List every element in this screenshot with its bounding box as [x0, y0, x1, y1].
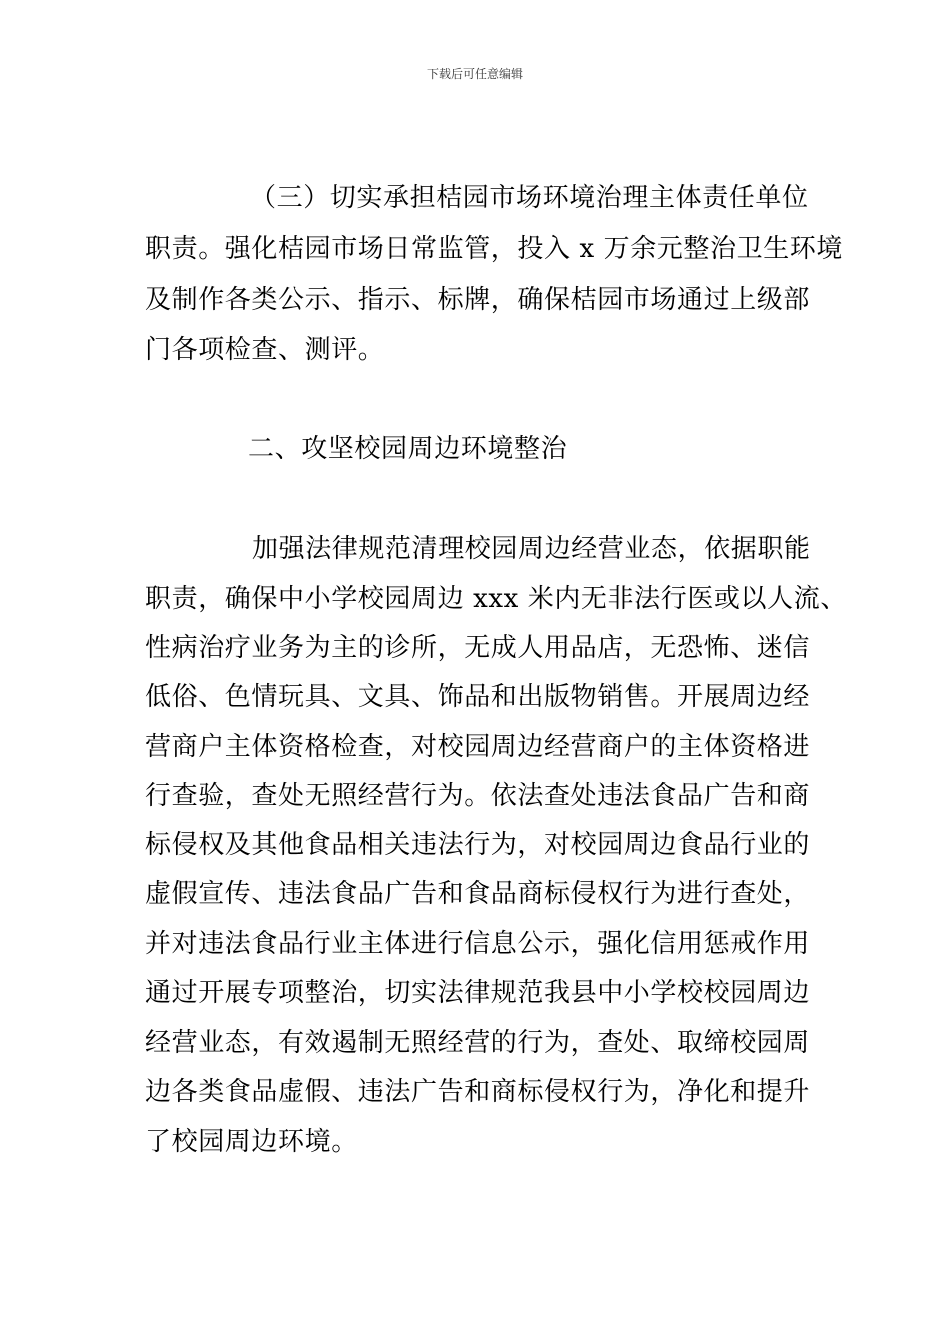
paragraph-line: 并对违法食品行业主体进行信息公示，强化信用惩戒作用: [145, 929, 811, 959]
paragraph-line: 营商户主体资格检查，对校园周边经营商户的主体资格进: [145, 732, 811, 762]
paragraph-line: 职责。强化桔园市场日常监管，投入 x 万余元整治卫生环境: [145, 234, 843, 264]
paragraph-line: 经营业态，有效遏制无照经营的行为，查处、取缔校园周: [145, 1028, 811, 1058]
paragraph-line: 通过开展专项整治，切实法律规范我县中小学校校园周边: [145, 978, 811, 1008]
paragraph-line: 加强法律规范清理校园周边经营业态，依据职能: [252, 534, 811, 564]
paragraph-line: （三）切实承担桔园市场环境治理主体责任单位: [250, 183, 809, 213]
paragraph-line: 性病治疗业务为主的诊所，无成人用品店，无恐怖、迷信: [145, 633, 811, 663]
paragraph-line: 职责，确保中小学校园周边 xxx 米内无非法行医或以人流、: [145, 584, 847, 614]
paragraph-line: 边各类食品虚假、违法广告和商标侵权行为，净化和提升: [145, 1077, 811, 1107]
paragraph-line: 及制作各类公示、指示、标牌，确保桔园市场通过上级部: [145, 285, 811, 315]
paragraph-line: 虚假宣传、违法食品广告和食品商标侵权行为进行查处，: [145, 879, 811, 909]
paragraph-line: 低俗、色情玩具、文具、饰品和出版物销售。开展周边经: [145, 682, 811, 712]
paragraph-line: 门各项检查、测评。: [145, 335, 385, 365]
paragraph-line: 了校园周边环境。: [145, 1127, 358, 1157]
section-heading: 二、攻坚校园周边环境整治: [248, 434, 568, 464]
paragraph-line: 行查验，查处无照经营行为。依法查处违法食品广告和商: [145, 781, 811, 811]
paragraph-line: 标侵权及其他食品相关违法行为，对校园周边食品行业的: [145, 830, 811, 860]
page-header: 下载后可任意编辑: [426, 67, 523, 81]
